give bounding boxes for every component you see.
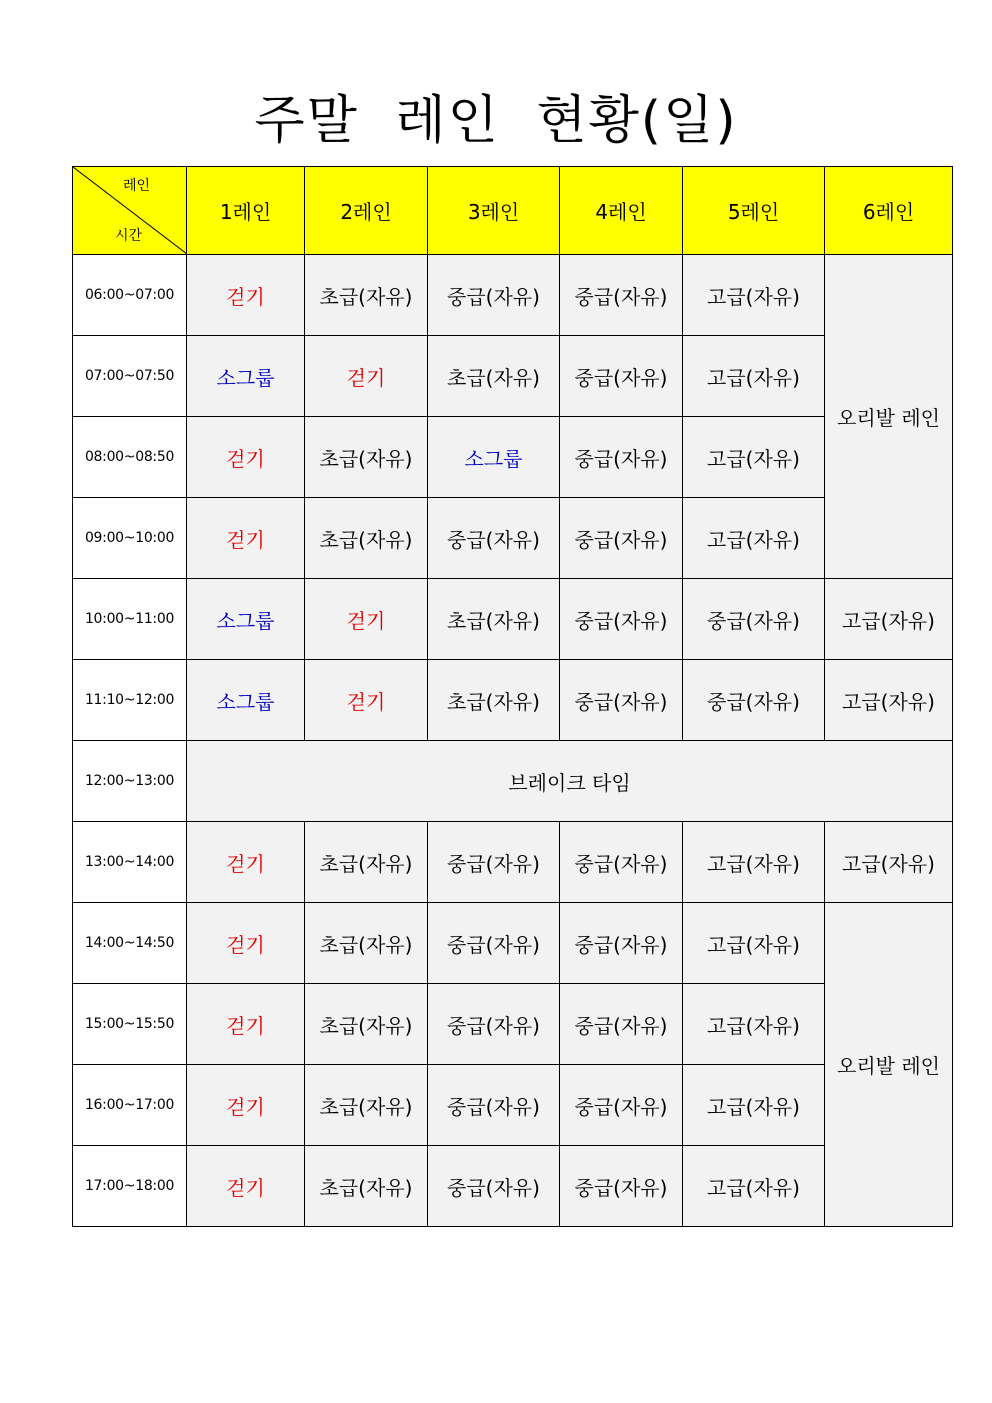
lane-6-cell: 고급(자유): [825, 822, 953, 903]
lane-3-cell: 중급(자유): [428, 903, 560, 984]
lane-3-cell: 초급(자유): [428, 336, 560, 417]
lane-4-cell: 중급(자유): [560, 903, 683, 984]
lane-2-cell: 걷기: [305, 579, 428, 660]
lane-6-cell: 고급(자유): [825, 579, 953, 660]
lane-1-cell: 소그룹: [187, 660, 305, 741]
lane-4-cell: 중급(자유): [560, 336, 683, 417]
time-cell: 07:00~07:50: [73, 336, 187, 417]
lane-1-cell: 걷기: [187, 417, 305, 498]
time-cell: 10:00~11:00: [73, 579, 187, 660]
lane-1-cell: 걷기: [187, 903, 305, 984]
table-row: [73, 903, 953, 984]
lane-5-cell: 고급(자유): [683, 417, 825, 498]
lane-6-cell: 고급(자유): [825, 660, 953, 741]
table-row: [73, 660, 953, 741]
lane-2-cell: 초급(자유): [305, 417, 428, 498]
table-row: [73, 336, 953, 417]
lane-4-cell: 중급(자유): [560, 417, 683, 498]
lane-5-cell: 고급(자유): [683, 903, 825, 984]
table-row: [73, 741, 953, 822]
corner-time-label: 시간: [115, 228, 143, 244]
lane-5-cell: 고급(자유): [683, 984, 825, 1065]
lane-header-2: 2레인: [305, 167, 428, 255]
time-cell: 09:00~10:00: [73, 498, 187, 579]
lane-5-cell: 중급(자유): [683, 660, 825, 741]
lane-2-cell: 초급(자유): [305, 255, 428, 336]
time-cell: 13:00~14:00: [73, 822, 187, 903]
lane-2-cell: 초급(자유): [305, 498, 428, 579]
time-cell: 15:00~15:50: [73, 984, 187, 1065]
lane-5-cell: 고급(자유): [683, 822, 825, 903]
lane-5-cell: 고급(자유): [683, 1065, 825, 1146]
lane-4-cell: 중급(자유): [560, 255, 683, 336]
lane-2-cell: 초급(자유): [305, 1065, 428, 1146]
lane-schedule-table: [72, 166, 953, 1227]
lane-1-cell: 소그룹: [187, 336, 305, 417]
lane-5-cell: 고급(자유): [683, 255, 825, 336]
lane-1-cell: 걷기: [187, 1146, 305, 1227]
lane-2-cell: 걷기: [305, 336, 428, 417]
page-title: 주말 레인 현황(일): [254, 91, 738, 151]
table-row: [73, 255, 953, 336]
lane-3-cell: 중급(자유): [428, 984, 560, 1065]
lane-3-cell: 초급(자유): [428, 660, 560, 741]
time-cell: 11:10~12:00: [73, 660, 187, 741]
lane-3-cell: 중급(자유): [428, 498, 560, 579]
lane-3-cell: 초급(자유): [428, 579, 560, 660]
time-cell: 17:00~18:00: [73, 1146, 187, 1227]
lane-2-cell: 걷기: [305, 660, 428, 741]
lane-4-cell: 중급(자유): [560, 498, 683, 579]
lane-4-cell: 중급(자유): [560, 1146, 683, 1227]
time-cell: 06:00~07:00: [73, 255, 187, 336]
corner-header-cell: [73, 167, 187, 255]
lane-2-cell: 초급(자유): [305, 1146, 428, 1227]
lane-3-cell: 중급(자유): [428, 1146, 560, 1227]
lane-4-cell: 중급(자유): [560, 1065, 683, 1146]
time-cell: 08:00~08:50: [73, 417, 187, 498]
lane-4-cell: 중급(자유): [560, 822, 683, 903]
lane-1-cell: 소그룹: [187, 579, 305, 660]
lane-header-5: 5레인: [683, 167, 825, 255]
lane-3-cell: 중급(자유): [428, 822, 560, 903]
time-cell: 16:00~17:00: [73, 1065, 187, 1146]
lane-2-cell: 초급(자유): [305, 984, 428, 1065]
lane-1-cell: 걷기: [187, 822, 305, 903]
lane-3-cell: 중급(자유): [428, 1065, 560, 1146]
table-row: [73, 822, 953, 903]
lane-1-cell: 걷기: [187, 255, 305, 336]
table-row: [73, 417, 953, 498]
fins-lane-cell: 오리발 레인: [825, 255, 953, 579]
lane-5-cell: 고급(자유): [683, 1146, 825, 1227]
lane-2-cell: 초급(자유): [305, 822, 428, 903]
lane-header-3: 3레인: [428, 167, 560, 255]
lane-5-cell: 고급(자유): [683, 336, 825, 417]
table-row: [73, 579, 953, 660]
table-row: [73, 1146, 953, 1227]
lane-1-cell: 걷기: [187, 498, 305, 579]
break-time-cell: 브레이크 타임: [187, 741, 953, 822]
lane-4-cell: 중급(자유): [560, 579, 683, 660]
lane-5-cell: 고급(자유): [683, 498, 825, 579]
fins-lane-cell: 오리발 레인: [825, 903, 953, 1227]
lane-5-cell: 중급(자유): [683, 579, 825, 660]
lane-1-cell: 걷기: [187, 984, 305, 1065]
table-row: [73, 1065, 953, 1146]
lane-3-cell: 소그룹: [428, 417, 560, 498]
corner-lane-label: 레인: [123, 178, 151, 194]
lane-2-cell: 초급(자유): [305, 903, 428, 984]
lane-1-cell: 걷기: [187, 1065, 305, 1146]
lane-4-cell: 중급(자유): [560, 984, 683, 1065]
time-cell: 14:00~14:50: [73, 903, 187, 984]
lane-3-cell: 중급(자유): [428, 255, 560, 336]
table-row: [73, 498, 953, 579]
header-row: [73, 167, 953, 255]
lane-4-cell: 중급(자유): [560, 660, 683, 741]
lane-header-4: 4레인: [560, 167, 683, 255]
table-row: [73, 984, 953, 1065]
time-cell: 12:00~13:00: [73, 741, 187, 822]
lane-header-1: 1레인: [187, 167, 305, 255]
lane-header-6: 6레인: [825, 167, 953, 255]
